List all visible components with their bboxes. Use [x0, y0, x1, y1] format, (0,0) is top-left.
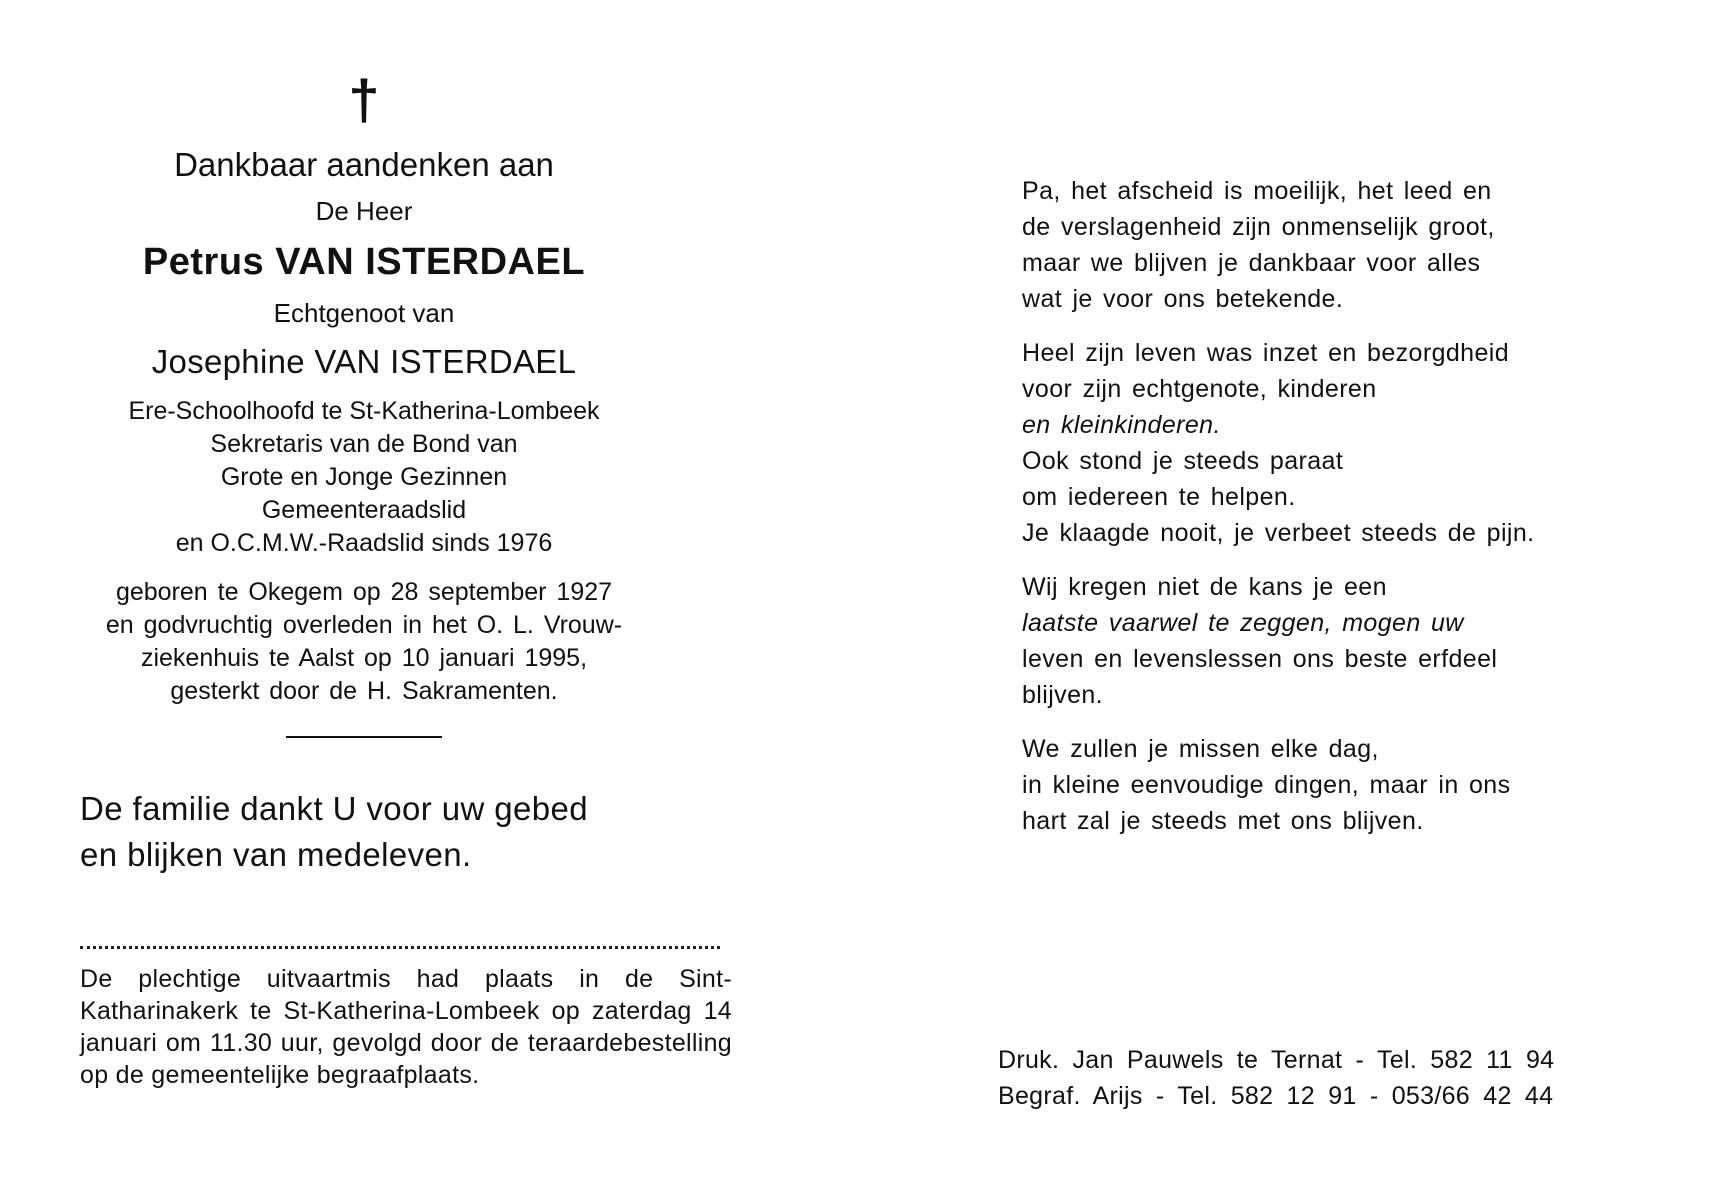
honorific: De Heer — [315, 196, 413, 226]
printer-line: Druk. Jan Pauwels te Ternat - Tel. 582 11 94 — [998, 1046, 1555, 1074]
memorial-heading: Dankbaar aandenken aan — [174, 146, 554, 183]
poem-line: Wij kregen niet de kans je een — [1022, 573, 1387, 601]
poem-line: We zullen je missen elke dag, — [1022, 735, 1379, 763]
deceased-name: Petrus VAN ISTERDAEL — [142, 241, 586, 283]
poem-line: en kleinkinderen. — [1022, 411, 1221, 439]
poem-line: hart zal je steeds met ons blijven. — [1022, 807, 1424, 835]
divider-rule — [286, 736, 442, 738]
undertaker-line: Begraf. Arijs - Tel. 582 12 91 - 053/66 42 44 — [998, 1082, 1554, 1110]
family-thanks — [80, 786, 740, 878]
poem-line: laatste vaarwel te zeggen, mogen uw — [1022, 609, 1464, 637]
dotted-separator — [80, 946, 720, 949]
poem-line: Heel zijn leven was inzet en bezorgdheid — [1022, 339, 1510, 367]
thanks-line: en blijken van medeleven. — [80, 836, 472, 873]
date-line: geboren te Okegem op 28 september 1927 — [115, 578, 613, 606]
poem-line: Ook stond je steeds paraat — [1022, 447, 1344, 475]
thanks-line: De familie dankt U voor uw gebed — [80, 790, 589, 827]
poem-line: Je klaagde nooit, je verbeet steeds de pijn. — [1022, 519, 1535, 547]
date-line: ziekenhuis te Aalst op 10 januari 1995, — [140, 644, 588, 672]
funeral-mass-text: De plechtige uitvaartmis had plaats in de Sint-Katharinakerk te St-Katherina-Lombeek op zaterdag 14 januari om 11.30 uur, gevolgd door de teraardebestelling op de gemeentelijke begraafplaats. — [80, 965, 732, 1089]
title-line: Grote en Jonge Gezinnen — [220, 463, 508, 491]
poem-line: in kleine eenvoudige dingen, maar in ons — [1022, 771, 1511, 799]
dates-block — [34, 576, 694, 708]
poem-paragraph-3 — [1022, 569, 1622, 713]
printer-credits — [998, 1042, 1554, 1114]
poem-line: blijven. — [1022, 681, 1104, 709]
title-line: en O.C.M.W.-Raadslid sinds 1976 — [175, 529, 553, 557]
poem-paragraph-4 — [1022, 731, 1622, 839]
poem-line: de verslagenheid zijn onmenselijk groot, — [1022, 213, 1495, 241]
poem-line: leven en levenslessen ons beste erfdeel — [1022, 645, 1498, 673]
cross-icon: † — [348, 68, 380, 131]
spouse-name: Josephine VAN ISTERDAEL — [151, 343, 577, 380]
titles-block — [34, 395, 694, 560]
poem-line: maar we blijven je dankbaar voor alles — [1022, 249, 1481, 277]
poem-line: wat je voor ons betekende. — [1022, 285, 1344, 313]
date-line: gesterkt door de H. Sakramenten. — [170, 677, 558, 705]
poem-paragraph-2 — [1022, 335, 1622, 551]
poem-line: voor zijn echtgenote, kinderen — [1022, 375, 1377, 403]
poem-line: om iedereen te helpen. — [1022, 483, 1296, 511]
title-line: Gemeenteraadslid — [261, 496, 467, 524]
date-line: en godvruchtig overleden in het O. L. Vrouw- — [105, 611, 623, 639]
poem-paragraph-1 — [1022, 173, 1622, 317]
poem-line: Pa, het afscheid is moeilijk, het leed en — [1022, 177, 1492, 205]
spouse-label: Echtgenoot van — [273, 298, 455, 328]
obituary-header — [34, 68, 694, 738]
title-line: Sekretaris van de Bond van — [210, 430, 518, 458]
right-panel — [1022, 173, 1622, 857]
title-line: Ere-Schoolhoofd te St-Katherina-Lombeek — [128, 397, 600, 425]
left-panel — [80, 68, 740, 1091]
